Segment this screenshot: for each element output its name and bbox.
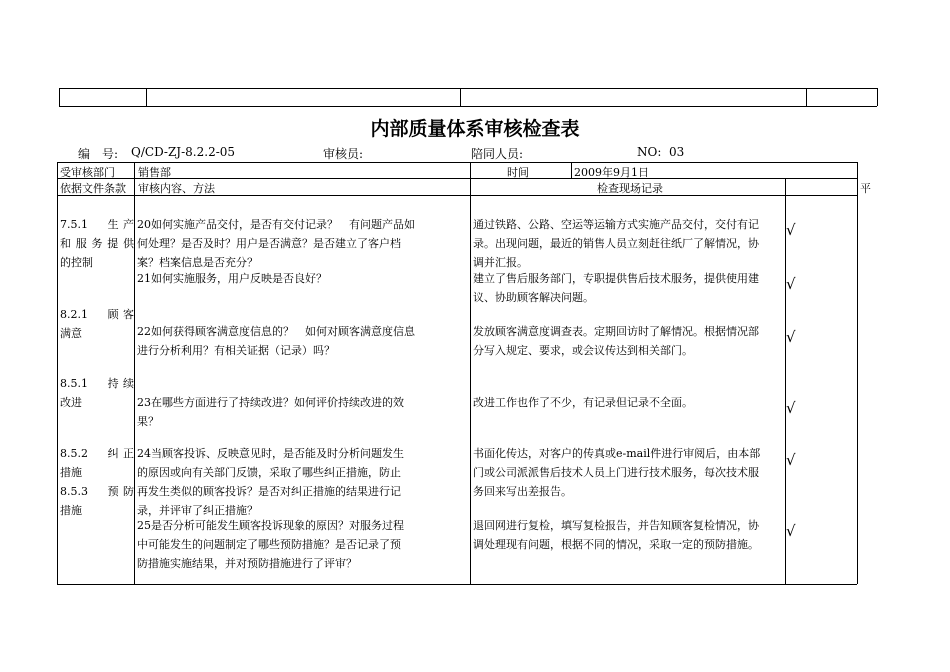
record-line: 退回网进行复检，填写复检报告，并告知顾客复检情况，协 [473,519,759,532]
content-line: 的原因或向有关部门反馈，采取了哪些纠正措施，防止 [137,466,401,479]
content-cell [137,215,470,272]
content-line: 再发生类似的顾客投诉？是否对纠正措施的结果进行记 [137,485,401,498]
check-mark-icon: √ [786,451,796,469]
clause-line: 8.5.1 持续 [60,377,134,390]
check-mark-icon: √ [786,328,796,346]
content-line: 防措施实施结果，并对预防措施进行了评审？ [137,557,357,570]
clause-line: 8.5.3 预防 [60,485,134,498]
clause-line: 8.2.1 顾客 [60,308,134,321]
check-mark-icon: √ [786,399,796,417]
content-cell [137,393,470,431]
content-line: 果？ [137,415,159,428]
companion-label: 陪同人员: [471,147,524,161]
content-line: 22如何获得顾客满意度信息的？ 如何对顾客满意度信息 [137,325,415,338]
record-line: 门或公司派派售后技术人员上门进行技术服务，每次技术服 [473,466,759,479]
clause-cell [60,374,134,412]
check-mark-icon: √ [786,221,796,239]
record-line: 建立了售后服务部门，专职提供售后技术服务，提供使用建 [473,272,759,285]
content-line: 25是否分析可能发生顾客投诉现象的原因？对服务过程 [137,519,404,532]
record-line: 书面化传达，对客户的传真或e-mail件进行审阅后，由本部 [473,447,761,460]
content-cell [137,269,470,288]
header-record: 检查现场记录 [597,182,663,195]
record-cell [473,269,785,307]
record-line: 调处理现有问题，根据不同的情况，采取一定的预防措施。 [473,538,759,551]
dept-label: 受审核部门 [60,166,115,179]
time-label: 时间 [507,166,529,179]
check-mark-icon: √ [786,275,796,293]
clause-line: 措施 [60,504,82,517]
code-value: Q/CD-ZJ-8.2.2-05 [131,145,236,159]
time-value: 2009年9月1日 [574,166,649,179]
content-line: 23在哪些方面进行了持续改进？如何评价持续改进的效 [137,396,404,409]
record-line: 发放顾客满意度调查表。定期回访时了解情况。根据情况部 [473,325,759,338]
no-label: NO: [637,145,662,159]
header-basis: 依据文件条款 [60,182,126,195]
content-cell [137,516,470,573]
content-line: 录，并评审了纠正措施？ [137,504,258,517]
content-line: 20如何实施产品交付，是否有交付记录？ 有问题产品如 [137,218,415,231]
clause-cell [60,215,134,272]
clause-line: 7.5.1 生产 [60,218,134,231]
clause-line: 措施 [60,466,82,479]
record-cell [473,444,785,501]
record-line: 改进工作也作了不少，有记录但记录不全面。 [473,396,693,409]
record-cell [473,516,785,554]
no-value: 03 [669,145,685,159]
content-line: 何处理？是否及时？用户是否满意？是否建立了客户档 [137,237,401,250]
content-line: 24当顾客投诉、反映意见时，是否能及时分析问题发生 [137,447,404,460]
clause-cell [60,444,134,520]
header-content: 审核内容、方法 [138,182,215,195]
auditor-label: 审核员: [323,147,364,161]
content-line: 进行分析利用？有相关证据（记录）吗？ [137,344,335,357]
page-title: 内部质量体系审核检查表 [370,118,580,140]
record-cell [473,215,785,272]
content-line: 21如何实施服务，用户反映是否良好？ [137,272,327,285]
record-line: 通过铁路、公路、空运等运输方式实施产品交付，交付有记 [473,218,759,231]
content-line: 中可能发生的问题制定了哪些预防措施？是否记录了预 [137,538,401,551]
clause-line: 的控制 [60,256,93,269]
clause-line: 和服务提供 [60,237,134,250]
clause-cell [60,305,134,343]
clause-line: 满意 [60,327,82,340]
content-cell [137,322,470,360]
record-line: 议、协助顾客解决问题。 [473,291,594,304]
record-line: 调并汇报。 [473,256,528,269]
content-line: 案？档案信息是否充分？ [137,256,258,269]
record-line: 录。出现问题，最近的销售人员立刻赶往纸厂了解情况，协 [473,237,759,250]
record-cell [473,393,785,412]
record-line: 分写入规定、要求，或会议传达到相关部门。 [473,344,693,357]
clause-line: 改进 [60,396,82,409]
record-line: 务回来写出差报告。 [473,485,572,498]
code-label: 编 号: [78,147,119,161]
dept-value: 销售部 [138,166,171,179]
clause-line: 8.5.2 纠正 [60,447,134,460]
content-cell [137,444,470,520]
record-cell [473,322,785,360]
check-mark-icon: √ [786,522,796,540]
header-eval: 平 [860,182,871,195]
